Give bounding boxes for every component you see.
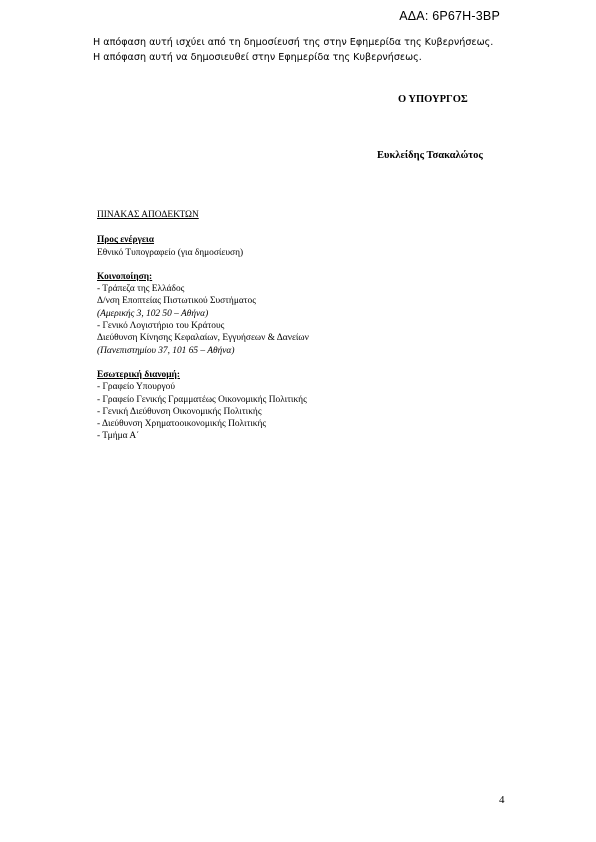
recipients-table: [97, 209, 517, 455]
recipient-address: (Πανεπιστημίου 37, 101 65 – Αθήνα): [97, 345, 235, 356]
recipient-line: Εθνικό Τυπογραφείο (για δημοσίευση): [97, 247, 244, 258]
ada-code: ΑΔΑ: 6Ρ67Η-3ΒΡ: [399, 9, 500, 23]
recipient-line: Δ/νση Εποπτείας Πιστωτικού Συστήματος: [97, 296, 256, 307]
decision-paragraph-publication: Η απόφαση αυτή να δημοσιευθεί στην Εφημερίδα της Κυβερνήσεως.: [93, 51, 422, 63]
recipients-section-action: [97, 234, 517, 259]
recipient-line: Διεύθυνση Κίνησης Κεφαλαίων, Εγγυήσεων & Δανείων: [97, 333, 309, 344]
recipient-line: - Τμήμα Α΄: [97, 431, 140, 442]
recipient-line: - Διεύθυνση Χρηματοοικονομικής Πολιτικής: [97, 419, 267, 430]
decision-paragraph-validity: Η απόφαση αυτή ισχύει από τη δημοσίευσή της στην Εφημερίδα της Κυβερνήσεως.: [93, 37, 494, 48]
recipients-section-notification: [97, 271, 517, 357]
recipient-line: - Γενική Διεύθυνση Οικονομικής Πολιτικής: [97, 406, 262, 417]
minister-title: Ο ΥΠΟΥΡΓΟΣ: [398, 94, 468, 105]
recipient-line: - Γενικό Λογιστήριο του Κράτους: [97, 321, 225, 332]
signatory-name: Ευκλείδης Τσακαλώτος: [377, 150, 483, 161]
section-title: Κοινοποίηση:: [97, 271, 153, 282]
recipients-section-internal: [97, 369, 517, 443]
recipient-line: - Τράπεζα της Ελλάδος: [97, 284, 185, 295]
recipient-line: - Γραφείο Υπουργού: [97, 382, 176, 393]
recipient-line: - Γραφείο Γενικής Γραμματέως Οικονομικής Πολιτικής: [97, 394, 307, 405]
section-title: Εσωτερική διανομή:: [97, 369, 180, 380]
section-title: Προς ενέργεια: [97, 235, 155, 246]
recipients-heading: ΠΙΝΑΚΑΣ ΑΠΟΔΕΚΤΩΝ: [97, 210, 199, 220]
page-number: 4: [499, 794, 505, 806]
decision-text: [84, 36, 506, 65]
recipient-address: (Αμερικής 3, 102 50 – Αθήνα): [97, 308, 209, 319]
